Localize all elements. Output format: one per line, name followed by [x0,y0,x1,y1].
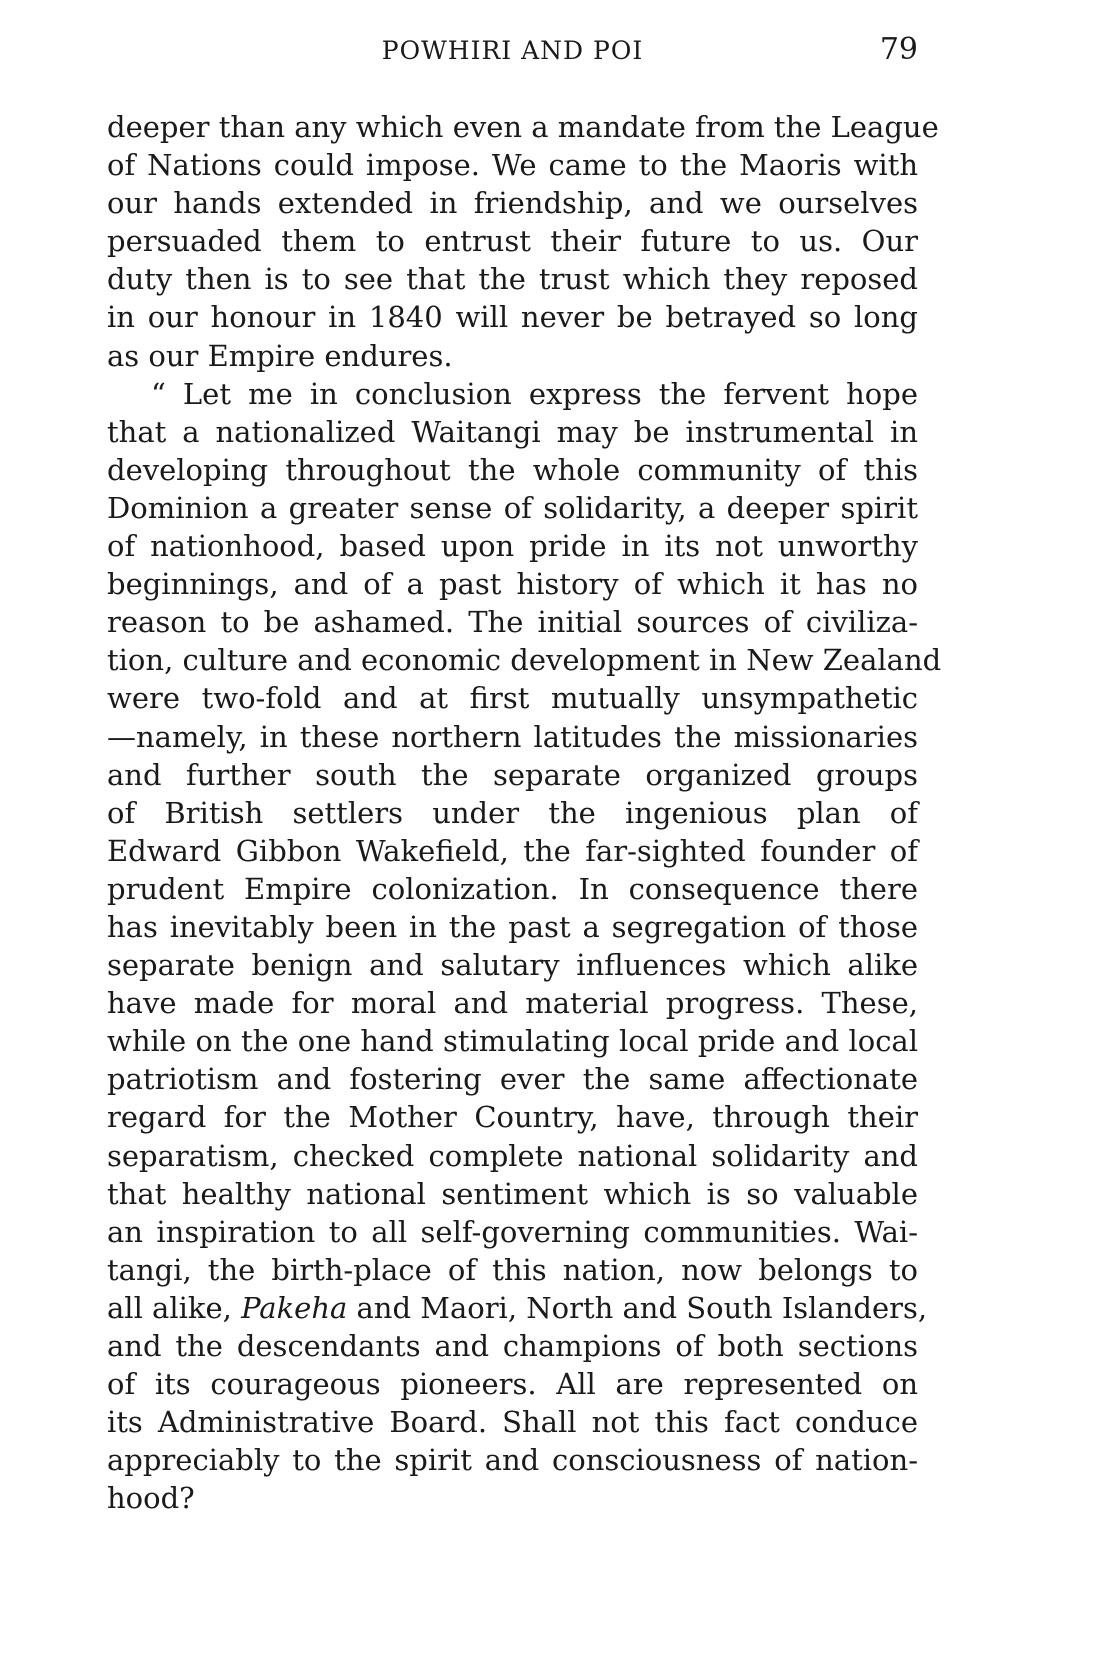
running-head [107,30,918,70]
text-line: prudent Empire colonization. In consequence there [107,871,918,906]
text-line: and the descendants and champions of both sections [107,1329,918,1363]
text-line: its Administrative Board. Shall not this fact conduce [107,1405,918,1440]
text-line: of nationhood, based upon pride in its not unworthy [107,529,918,564]
text-line: deeper than any which even a mandate from the League [107,110,939,144]
running-title: POWHIRI AND POI [381,36,644,65]
text-fragment: all alike, [107,1290,242,1325]
text-line: of Nations could impose. We came to the Maoris with [107,148,918,183]
text-fragment: and Maori, North and South Islanders, [347,1290,928,1325]
text-line: and further south the separate organized groups [107,757,918,792]
text-line: Edward Gibbon Wakefield, the far-sighted founder of [107,833,918,868]
text-line: an inspiration to all self-governing communities. Wai- [107,1214,918,1249]
text-line: regard for the Mother Country, have, through their [107,1100,918,1135]
text-line: in our honour in 1840 will never be betrayed so long [107,300,918,335]
text-line: “ Let me in conclusion express the fervent hope [151,376,918,411]
text-line: our hands extended in friendship, and we ourselves [107,186,918,221]
text-line: that healthy national sentiment which is so valuable [107,1176,918,1211]
text-line: tion, culture and economic development in New Zealand [107,643,942,678]
text-line: persuaded them to entrust their future to us. Our [107,224,918,259]
text-line: separatism, checked complete national solidarity and [107,1138,918,1173]
page-number: 79 [879,32,918,67]
text-line: of British settlers under the ingenious plan of [107,795,918,830]
text-line: duty then is to see that the trust which they reposed [107,262,918,297]
text-line: as our Empire endures. [107,338,453,373]
text-line: appreciably to the spirit and consciousness of nation- [107,1443,918,1478]
text-line: —namely, in these northern latitudes the missionaries [107,719,918,754]
text-line: reason to be ashamed. The initial sources of civiliza- [107,605,918,640]
text-line: hood? [107,1481,195,1516]
text-line: tangi, the birth-place of this nation, now belongs to [107,1252,918,1287]
text-line: that a nationalized Waitangi may be instrumental in [107,414,918,449]
text-line: patriotism and fostering ever the same affectionate [107,1062,918,1097]
text-line-with-italic [107,1289,928,1327]
text-line: of its courageous pioneers. All are represented on [107,1367,918,1402]
text-line: beginnings, and of a past history of which it has no [107,567,918,602]
text-line: separate benign and salutary influences which alike [107,948,918,983]
text-line: were two-fold and at first mutually unsympathetic [107,681,918,716]
body-text [107,108,942,1517]
text-line: has inevitably been in the past a segregation of those [107,909,918,944]
italic-word-pakeha: Pakeha [241,1290,348,1325]
text-line: Dominion a greater sense of solidarity, a deeper spirit [107,490,918,525]
text-line: while on the one hand stimulating local pride and local [107,1024,918,1059]
text-line: have made for moral and material progress. These, [107,986,918,1021]
text-line: developing throughout the whole community of this [107,452,918,487]
